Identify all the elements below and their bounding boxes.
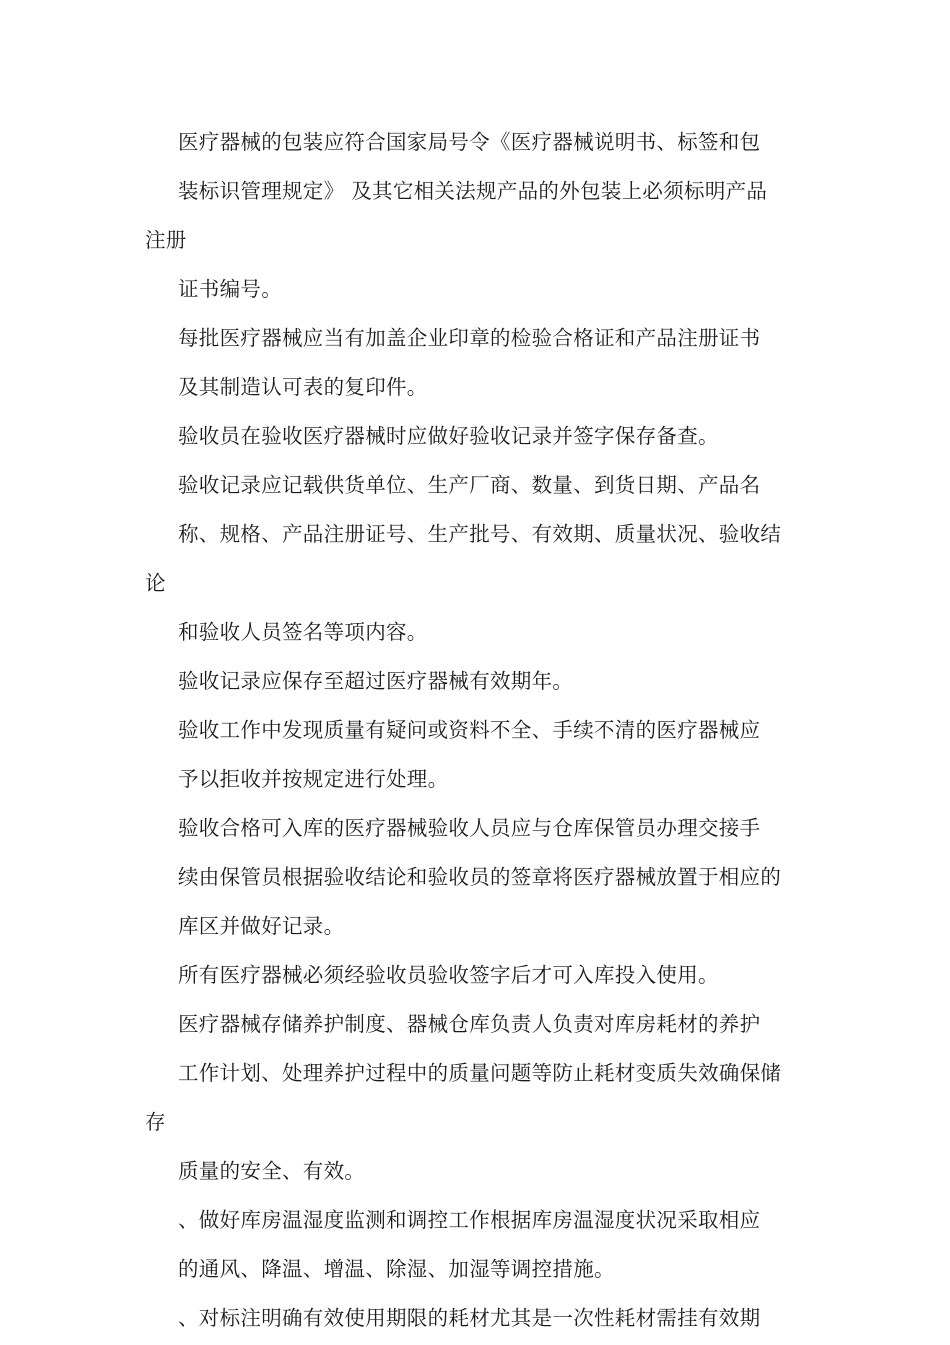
paragraph-batch-certificate xyxy=(145,314,785,412)
paragraph-line: 予以拒收并按规定进行处理。 xyxy=(178,767,449,791)
paragraph-line: 装标识管理规定》 及其它相关法规产品的外包装上必须标明产品注册 xyxy=(145,179,768,252)
paragraph-record-retention xyxy=(145,657,785,706)
paragraph-packaging xyxy=(145,118,785,314)
paragraph-line: 验收工作中发现质量有疑问或资料不全、手续不清的医疗器械应 xyxy=(178,718,761,742)
paragraph-line: 和验收人员签名等项内容。 xyxy=(178,620,428,644)
paragraph-line: 医疗器械的包装应符合国家局号令《医疗器械说明书、标签和包 xyxy=(178,130,761,154)
paragraph-line: 、对标注明确有效使用期限的耗材尤其是一次性耗材需挂有效期 xyxy=(178,1306,761,1330)
paragraph-line: 医疗器械存储养护制度、器械仓库负责人负责对库房耗材的养护 xyxy=(178,1012,761,1036)
paragraph-temperature-humidity xyxy=(145,1196,785,1294)
paragraph-inspector-record xyxy=(145,412,785,461)
paragraph-line: 验收记录应保存至超过医疗器械有效期年。 xyxy=(178,669,574,693)
paragraph-line: 、做好库房温湿度监测和调控工作根据库房温湿度状况采取相应 xyxy=(178,1208,761,1232)
paragraph-sign-before-storage xyxy=(145,951,785,1000)
paragraph-record-content xyxy=(145,461,785,657)
paragraph-line: 验收记录应记载供货单位、生产厂商、数量、到货日期、产品名 xyxy=(178,473,761,497)
paragraph-rejection xyxy=(145,706,785,804)
paragraph-line: 验收员在验收医疗器械时应做好验收记录并签字保存备查。 xyxy=(178,424,719,448)
paragraph-line: 验收合格可入库的医疗器械验收人员应与仓库保管员办理交接手 xyxy=(178,816,761,840)
paragraph-storage-maintenance xyxy=(145,1000,785,1196)
paragraph-handover xyxy=(145,804,785,951)
document-body xyxy=(145,118,785,1343)
paragraph-line: 质量的安全、有效。 xyxy=(178,1159,366,1183)
paragraph-line: 续由保管员根据验收结论和验收员的签章将医疗器械放置于相应的 xyxy=(178,865,782,889)
paragraph-line: 证书编号。 xyxy=(178,277,282,301)
paragraph-line: 所有医疗器械必须经验收员验收签字后才可入库投入使用。 xyxy=(178,963,719,987)
paragraph-line: 库区并做好记录。 xyxy=(178,914,345,938)
paragraph-expiry-labeling xyxy=(145,1294,785,1343)
paragraph-line: 工作计划、处理养护过程中的质量问题等防止耗材变质失效确保储存 xyxy=(145,1061,782,1134)
paragraph-line: 每批医疗器械应当有加盖企业印章的检验合格证和产品注册证书 xyxy=(178,326,761,350)
paragraph-line: 的通风、降温、增温、除湿、加湿等调控措施。 xyxy=(178,1257,615,1281)
paragraph-line: 称、规格、产品注册证号、生产批号、有效期、质量状况、验收结论 xyxy=(145,522,782,595)
paragraph-line: 及其制造认可表的复印件。 xyxy=(178,375,428,399)
